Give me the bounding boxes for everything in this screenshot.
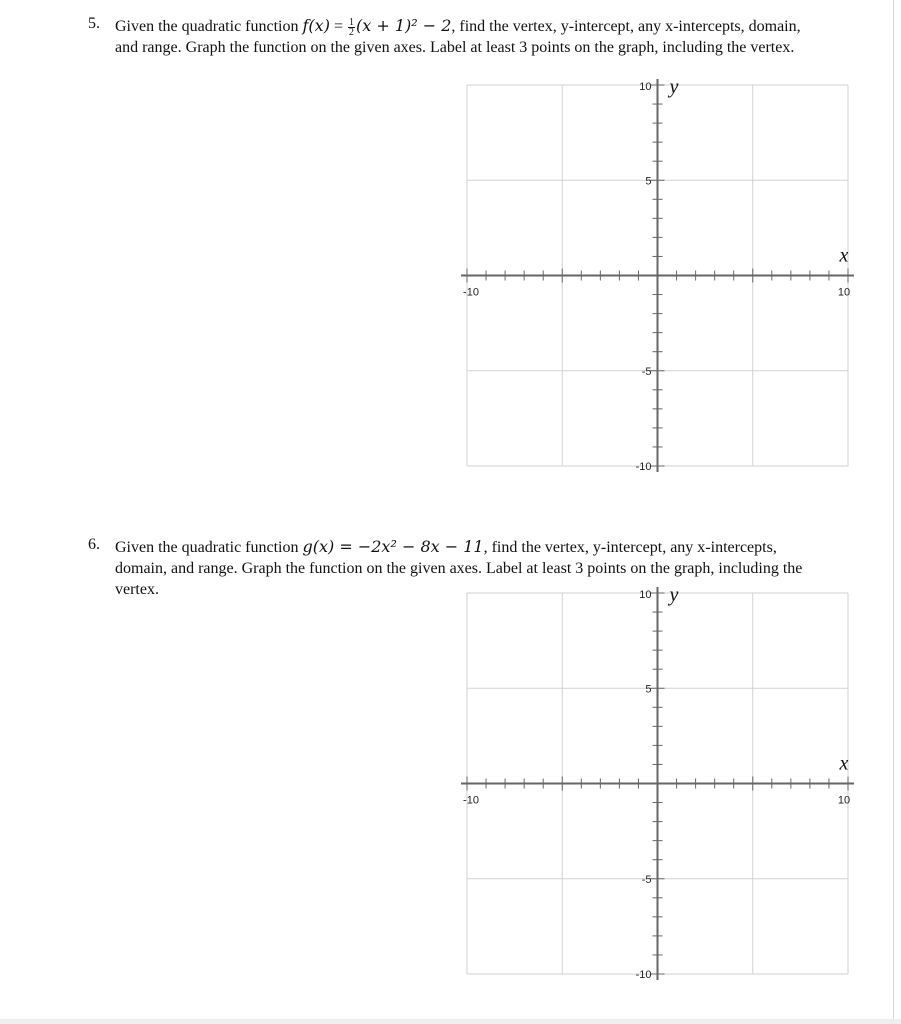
problem-text: Given the quadratic function g(x) = −2x² − 8x − 11, find the vertex, y-intercept, any x-intercepts, domain, and range. Graph the function on the given axes. Label at least 3 points on the graph, including the vertex. — [115, 537, 803, 598]
problem-text: Given the quadratic function f(x) = $\frac{1}{2}$ (x + 1)² − 2, find the vertex, y-intercept, any x-intercepts, domain, and range. Graph the function on the given axes. Label at least 3 points on the graph, including the vertex. — [115, 16, 801, 56]
tick-label-y-min: -10 — [635, 461, 652, 473]
page-bottom-edge — [0, 1019, 901, 1024]
problem-number: 6. — [88, 536, 100, 553]
coordinate-grid-1[interactable] — [455, 73, 860, 478]
tick-label-x-min: -10 — [463, 286, 479, 299]
problem-number: 5. — [88, 15, 100, 32]
x-axis-label: x — [839, 244, 849, 267]
tick-label-y-5: 5 — [645, 175, 652, 188]
tick-label-y-5: 5 — [645, 683, 652, 696]
y-axis-label: y — [669, 76, 679, 98]
tick-label-y-neg5: -5 — [641, 365, 652, 378]
tick-label-y-neg5: -5 — [641, 873, 652, 886]
fraction: $\frac{1}{2}$ — [348, 16, 354, 38]
tick-label-y-min: -10 — [635, 969, 652, 981]
tick-label-x-min: -10 — [463, 794, 479, 807]
tick-label-x-max: 10 — [837, 794, 851, 807]
tick-label-y-max: 10 — [639, 589, 652, 601]
x-axis-label: x — [839, 752, 849, 775]
y-axis-label: y — [669, 584, 679, 606]
coordinate-grid-2[interactable] — [455, 581, 860, 986]
page-edge — [893, 0, 894, 1024]
tick-label-x-max: 10 — [837, 286, 851, 299]
tick-label-y-max: 10 — [639, 81, 652, 93]
